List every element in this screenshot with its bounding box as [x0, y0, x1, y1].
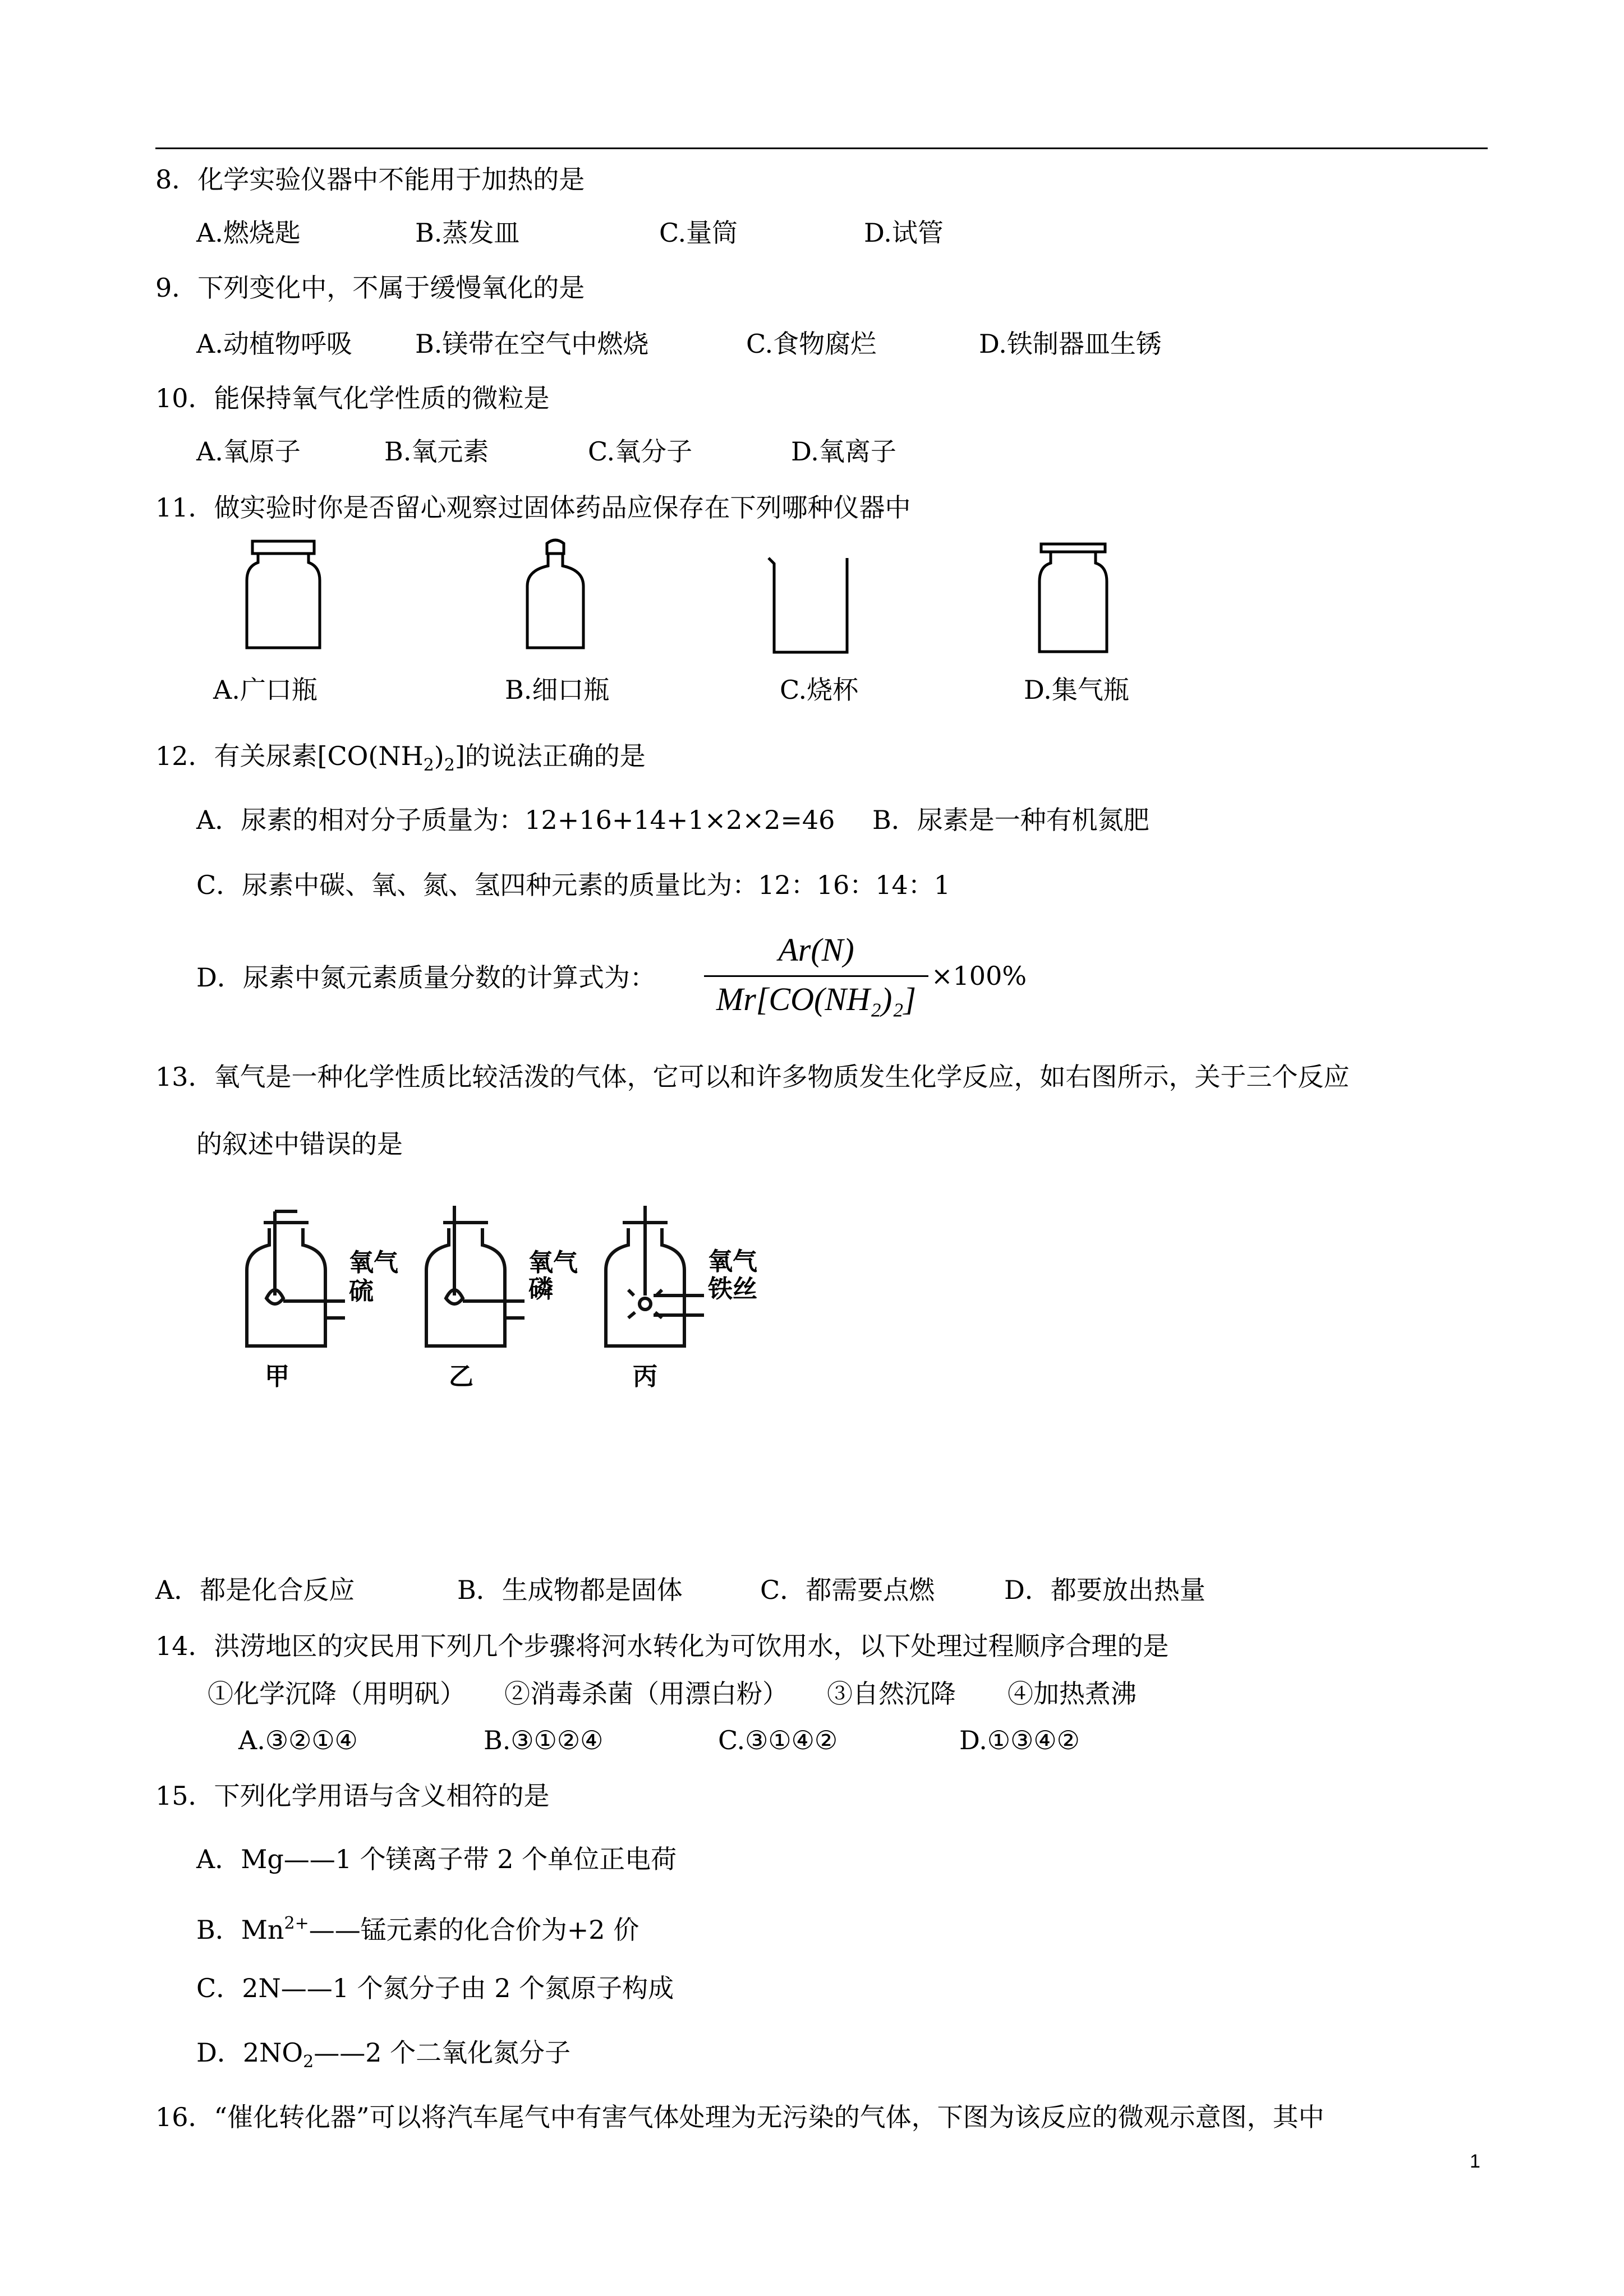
formula-denominator: Mr[CO(NH₂)₂]: [716, 981, 917, 1017]
jar-1-oxygen-label: 氧气: [349, 1248, 398, 1277]
question-13-stem-line1: 13．氧气是一种化学性质比较活泼的气体，它可以和许多物质发生化学反应，如右图所示，关于三个反应: [155, 1062, 1350, 1092]
question-8-option-d: D.试管: [864, 218, 944, 248]
question-15-option-b-charge: 2+: [284, 1914, 309, 1933]
question-14-steps: ①化学沉降（用明矾） ②消毒杀菌（用漂白粉） ③自然沉降 ④加热煮沸: [208, 1679, 1137, 1709]
question-10-stem: 10．能保持氧气化学性质的微粒是: [155, 383, 550, 413]
question-14-option-a: A.③②①④: [238, 1725, 358, 1755]
question-12-option-d: D．尿素中氮元素质量分数的计算式为：: [196, 962, 656, 993]
question-15-option-d-part1: D．2NO: [196, 2037, 303, 2068]
question-10-option-a: A.氧原子: [196, 436, 301, 467]
question-13-option-c: C．都需要点燃: [760, 1575, 935, 1605]
jar-2-caption: 乙: [449, 1362, 473, 1391]
page-number: 1: [1470, 2151, 1480, 2172]
question-12-option-a: A．尿素的相对分子质量为：12+16+14+1×2×2=46: [196, 805, 835, 835]
question-8-stem: 8．化学实验仪器中不能用于加热的是: [155, 164, 585, 195]
question-15-option-b-part2: ——锰元素的化合价为+2 价: [309, 1915, 640, 1945]
question-12-stem-part2: ): [434, 741, 444, 771]
wide-mouth-bottle-figure: [236, 536, 331, 659]
question-11-option-c: C.烧杯: [780, 675, 859, 705]
question-13-option-b: B．生成物都是固体: [457, 1575, 683, 1605]
question-8-option-a: A.燃烧匙: [196, 218, 301, 248]
jar-3-caption: 丙: [633, 1362, 657, 1391]
question-11-option-a: A.广口瓶: [213, 675, 318, 705]
question-14-stem: 14．洪涝地区的灾民用下列几个步骤将河水转化为可饮用水，以下处理过程顺序合理的是: [155, 1631, 1169, 1661]
jar-3-iron-wire-label: 铁丝: [708, 1275, 757, 1303]
question-15-option-b-part1: B．Mn: [196, 1915, 284, 1945]
question-14-option-c: C.③①④②: [718, 1725, 838, 1755]
question-12-option-b: B．尿素是一种有机氮肥: [872, 805, 1149, 835]
question-14-option-d: D.①③④②: [959, 1725, 1080, 1755]
beaker-figure: [764, 552, 854, 659]
question-15-option-d: [196, 2036, 571, 2079]
gas-collecting-bottle-figure: [1031, 540, 1115, 660]
question-13-option-d: D．都要放出热量: [1004, 1575, 1206, 1605]
question-15-option-d-part2: ——2 个二氧化氮分子: [314, 2037, 571, 2068]
jar-2-oxygen-label: 氧气: [528, 1248, 578, 1277]
question-9-option-a: A.动植物呼吸: [196, 329, 352, 359]
question-15-option-d-subscript: 2: [303, 2052, 314, 2072]
question-9-option-d: D.铁制器皿生锈: [979, 329, 1162, 359]
question-13-option-a: A．都是化合反应: [155, 1575, 355, 1605]
question-15-option-a: A．Mg——1 个镁离子带 2 个单位正电荷: [196, 1844, 677, 1874]
question-12-stem-part1: 12．有关尿素[CO(NH: [155, 741, 424, 771]
question-12-stem-subscript2: 2: [444, 755, 455, 775]
question-8-option-b: B.蒸发皿: [415, 218, 520, 248]
question-10-option-c: C.氧分子: [588, 436, 693, 467]
narrow-mouth-bottle-figure: [519, 536, 592, 659]
question-16-stem: 16．“催化转化器”可以将汽车尾气中有害气体处理为无污染的气体，下图为该反应的微观示意图，其中: [155, 2102, 1324, 2132]
question-9-option-b: B.镁带在空气中燃烧: [415, 329, 649, 359]
question-9-stem: 9．下列变化中，不属于缓慢氧化的是: [155, 273, 585, 303]
jar-1-sulfur-label: 硫: [349, 1277, 374, 1306]
question-12-stem: [155, 739, 646, 782]
nitrogen-mass-fraction-formula: [704, 931, 928, 1021]
jar-3-oxygen-label: 氧气: [708, 1247, 757, 1276]
question-15-option-c: C．2N——1 个氮分子由 2 个氮原子构成: [196, 1973, 674, 2003]
question-8-option-c: C.量筒: [659, 218, 738, 248]
question-11-option-b: B.细口瓶: [505, 675, 610, 705]
question-12-stem-subscript1: 2: [423, 755, 434, 775]
question-11-stem: 11．做实验时你是否留心观察过固体药品应保存在下列哪种仪器中: [155, 492, 911, 523]
formula-percent-suffix: ×100%: [931, 961, 1027, 991]
question-9-option-c: C.食物腐烂: [746, 329, 877, 359]
question-10-option-d: D.氧离子: [791, 436, 896, 467]
question-15-stem: 15．下列化学用语与含义相符的是: [155, 1781, 550, 1811]
jar-2-phosphorus-label: 磷: [528, 1275, 553, 1303]
question-13-stem-line2: 的叙述中错误的是: [196, 1129, 403, 1159]
question-11-option-d: D.集气瓶: [1024, 675, 1129, 705]
question-12-option-c: C．尿素中碳、氧、氮、氢四种元素的质量比为：12：16：14：1: [196, 870, 951, 900]
formula-numerator: Ar(N): [778, 932, 854, 968]
jar-1-caption: 甲: [265, 1362, 289, 1391]
fraction-bar: [704, 975, 928, 977]
question-12-stem-part3: ]的说法正确的是: [454, 741, 646, 771]
question-10-option-b: B.氧元素: [384, 436, 489, 467]
header-rule: [155, 147, 1488, 149]
question-14-option-b: B.③①②④: [484, 1725, 604, 1755]
question-15-option-b: [196, 1907, 639, 1947]
